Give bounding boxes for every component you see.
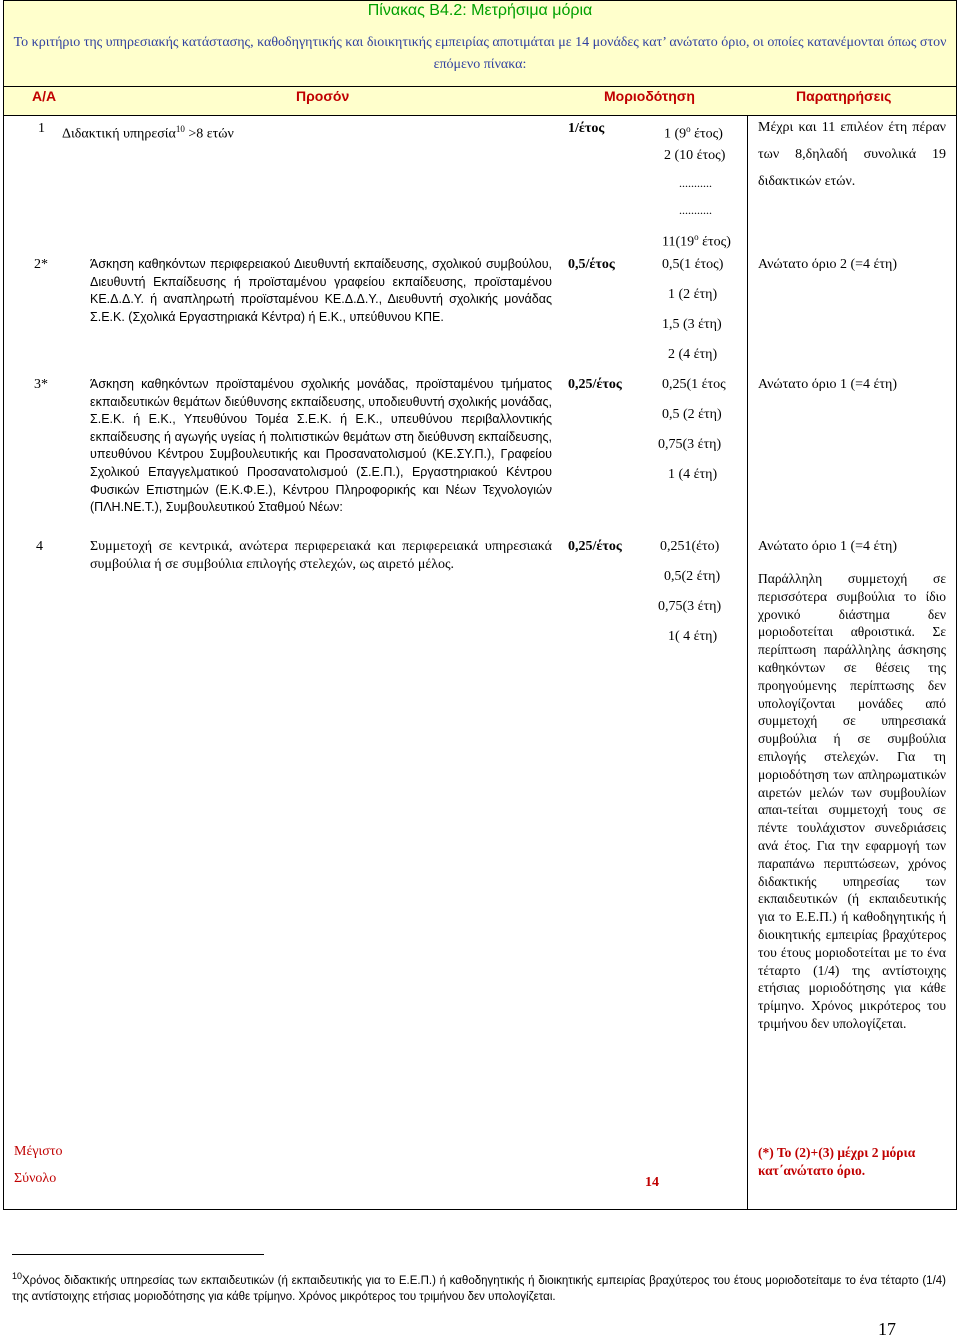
table-border-bottom — [3, 1209, 957, 1210]
header-row-divider — [3, 86, 957, 87]
row4-note: Ανώτατο όριο 1 (=4 έτη) — [758, 539, 898, 554]
row2-note: Ανώτατο όριο 2 (=4 έτη) — [758, 257, 898, 272]
row1-points-3: ........... — [679, 176, 712, 190]
row2-points-2: 1 (2 έτη) — [668, 287, 718, 302]
row2-points-3: 1,5 (3 έτη) — [662, 317, 722, 332]
row1-description: Διδακτική υπηρεσία$^{10}$ >8 ετών — [62, 124, 234, 142]
row1-note: Μέχρι και 11 επιλέον έτη πέραν των 8,δηλαδή συνολικά 19 διδακτικών ετών. — [758, 120, 946, 189]
row1-points-4: ........... — [679, 203, 712, 217]
row2-points-1: 0,5(1 έτος) — [662, 257, 724, 272]
total-note: (*) Το (2)+(3) μέχρι 2 μόρια κατ΄ανώτατο όριο. — [758, 1145, 916, 1178]
row1-rate: 1/έτος — [568, 121, 605, 136]
row1-aa: 1 — [38, 121, 45, 136]
page-number: 17 — [878, 1319, 896, 1339]
row2-description: Άσκηση καθηκόντων περιφερειακού Διευθυντή εκπαίδευσης, σχολικού συμβούλου, Διευθυντή Εκπαίδευσης ή προϊσταμένου γραφείου εκπαίδευσης, προϊσταμένου ΚΕ.Δ.Δ.Υ. ή αναπληρωτή προϊσταμένου ΚΕ.Δ.Δ.Υ., Διευθυντή σχολικής μονάδας Σ.Ε.Κ. (Σχολικά Εργαστηριακά Κέντρα) ή Ε.Κ., υπεύθυνου ΚΠΕ. — [90, 257, 552, 324]
header-aa: Α/Α — [32, 88, 57, 104]
row2-aa: 2* — [34, 257, 48, 272]
header-moriodotisi: Μοριοδότηση — [604, 88, 695, 104]
total-label-sum: Σύνολο — [14, 1171, 57, 1186]
row4-points-4: 1( 4 έτη) — [668, 629, 718, 644]
row3-points-1: 0,25(1 έτος — [662, 377, 726, 392]
row3-description: Άσκηση καθηκόντων προϊσταμένου σχολικής μονάδας, προϊσταμένου τμήματος εκπαιδευτικών θεμάτων διεύθυνσης εκπαίδευσης, υποδιευθυντή σχολικής μονάδας, Σ.Ε.Κ. ή Ε.Κ., Υπευθύνου Τομέα Σ.Ε.Κ. ή Ε.Κ., υπευθύνου περιβαλλοντικής εκπαίδευσης ή αγωγής υγείας ή πολιτιστικών θεμάτων στη διεύθυνση εκπαίδευσης, υπευθύνου Κέντρου Συμβουλευτικής και Προσανατολισμού (ΚΕ.ΣΥ.Π.), Γραφείου Σχολικού Επαγγελματικού Προσανατολισμού (Σ.Ε.Π.), Εργαστηριακού Κέντρου Φυσικών Επιστημών (Ε.Κ.Φ.Ε.), Κέντρου Πληροφορικής και Νέων Τεχνολογιών (ΠΛΗ.ΝΕ.Τ.), Συμβουλευτικού Σταθμού Νέων: — [90, 377, 552, 515]
row4-aa: 4 — [36, 539, 43, 554]
row3-aa: 3* — [34, 377, 48, 392]
row3-points-3: 0,75(3 έτη) — [658, 437, 722, 452]
row4-points-2: 0,5(2 έτη) — [664, 569, 721, 584]
footnote-text: Χρόνος διδακτικής υπηρεσίας των εκπαιδευτικών (ή εκπαιδευτικής για το Ε.Ε.Π.) ή καθοδηγητικής ή διοικητικής εμπειρίας βραχύτερος του έτους μοριοδοτείταμε το ένα τέταρτο (1/4) της αντίστοιχης ετήσιας μοριοδότησης για κάθε τρίμηνο. Χρόνος μικρότερος του τριμήνου δεν υπολογίζεται. — [12, 1274, 946, 1303]
row3-note: Ανώτατο όριο 1 (=4 έτη) — [758, 377, 898, 392]
column-divider-notes — [747, 115, 748, 1210]
table-border-right — [956, 0, 957, 1210]
row4-details: Παράλληλη συμμετοχή σε περισσότερα συμβούλια το ίδιο χρονικό διάστημα δεν μοριοδοτείται αθροιστικά. Σε περίπτωση παράλληλης άσκησης καθηκόντων σε θέσεις της προηγούμενης περίπτωσης δεν υπολογίζονται μονάδες από συμμετοχή σε υπηρεσιακά συμβούλια ή σε συμβούλια επιλογής στελεχών. Για τη μοριοδότηση των απληρωματικών αιρετών μελών των συμβουλίων απαι-τείται συμμετοχή τους σε πέντε τουλάχιστον συνεδριάσεις ανά έτος. Για την εφαρμογή των παραπάνω περιπτώσεων, χρόνος διδακτικής υπηρεσίας των εκπαιδευτικών (ή εκπαιδευτικής για το Ε.Ε.Π.) ή καθοδηγητικής ή διοικητικής εμπειρίας βραχύτερος του έτους μοριοδοτείται με το ένα τέταρτο (1/4) της αντίστοιχης ετήσιας μοριοδότησης για κάθε τρίμηνο. Χρόνος μικρότερος του τριμήνου δεν υπολογίζεται. — [758, 571, 946, 1031]
row3-points-2: 0,5 (2 έτη) — [662, 407, 722, 422]
footnote — [12, 1268, 946, 1305]
footnote-marker: 10 — [12, 1271, 23, 1281]
row1-points-1: 1 ($9^o$ έτος) — [664, 124, 723, 142]
intro-text: Το κριτήριο της υπηρεσιακής κατάστασης, καθοδηγητικής και διοικητικής εμπειρίας αποτιμάται με 14 μονάδες κατ’ ανώτατο όριο, οι οποίες κατανέμονται όπως στον επόμενο πίνακα: — [13, 35, 947, 72]
header-prosón: Προσόν — [296, 88, 350, 104]
row4-rate: 0,25/έτος — [568, 539, 622, 554]
row1-points-2: 2 (10 έτος) — [664, 148, 726, 163]
table-title: Πίνακας Β4.2: Μετρήσιμα μόρια — [367, 2, 593, 19]
header-paratiriseis: Παρατηρήσεις — [796, 88, 892, 104]
footnote-separator — [12, 1254, 264, 1255]
row3-points-4: 1 (4 έτη) — [668, 467, 718, 482]
total-label-max: Μέγιστο — [14, 1144, 63, 1159]
row4-points-1: 0,251(έτο) — [660, 539, 720, 554]
total-value: 14 — [645, 1175, 659, 1190]
table-border-top — [3, 0, 957, 1]
row3-rate: 0,25/έτος — [568, 377, 622, 392]
row1-points-5: $11(19^o$ έτος) — [662, 232, 731, 250]
row2-points-4: 2 (4 έτη) — [668, 347, 718, 362]
row2-rate: 0,5/έτος — [568, 257, 615, 272]
row4-description: Συμμετοχή σε κεντρικά, ανώτερα περιφερειακά και περιφερειακά υπηρεσιακά συμβούλια ή σε συμβούλια επιλογής στελεχών, ως αιρετό μέλος. — [90, 539, 552, 572]
table-border-left — [3, 0, 4, 1210]
row4-points-3: 0,75(3 έτη) — [658, 599, 722, 614]
